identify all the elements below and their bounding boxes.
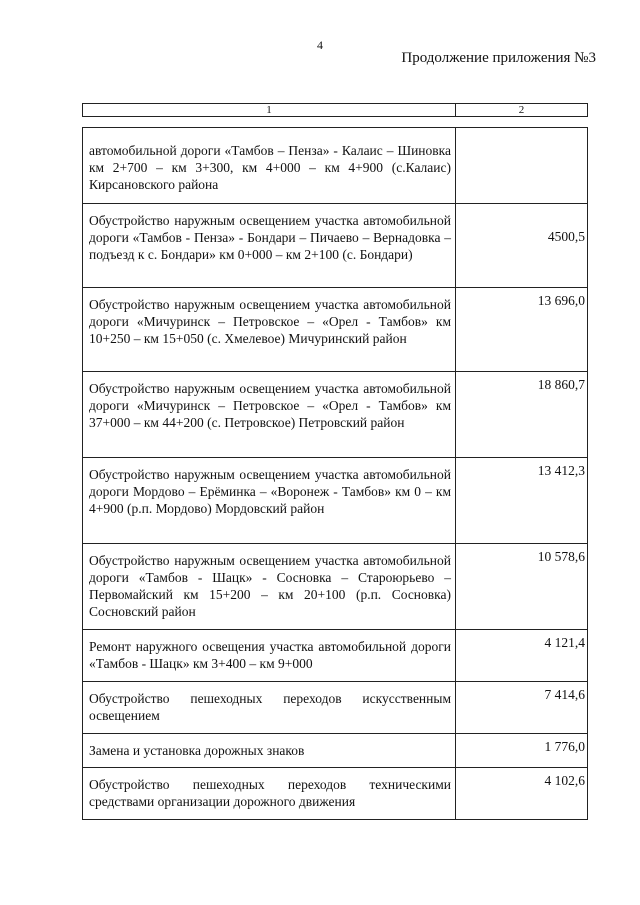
row-value: 18 860,7 — [456, 372, 588, 458]
table-row — [83, 458, 588, 544]
continuation-title: Продолжение приложения №3 — [401, 50, 596, 66]
row-value: 7 414,6 — [456, 682, 588, 734]
row-description: автомобильной дороги «Тамбов – Пенза» - Калаис – Шиновка км 2+700 – км 3+300, км 4+000 – км 4+900 (с.Калаис) Кирсановского района — [83, 128, 456, 204]
table-row — [83, 204, 588, 288]
row-value: 1 776,0 — [456, 734, 588, 768]
row-value — [456, 128, 588, 204]
row-description: Обустройство наружным освещением участка автомобильной дороги Мордово – Ерёминка – «Воронеж - Тамбов» км 0 – км 4+900 (р.п. Мордово) Мордовский район — [83, 458, 456, 544]
column-header-row — [83, 104, 588, 117]
row-description: Замена и установка дорожных знаков — [83, 734, 456, 768]
works-table — [82, 127, 588, 820]
table-row — [83, 372, 588, 458]
row-value: 4500,5 — [456, 204, 588, 288]
row-description: Обустройство пешеходных переходов техническими средствами организации дорожного движения — [83, 768, 456, 820]
table-row — [83, 682, 588, 734]
row-value: 10 578,6 — [456, 544, 588, 630]
row-value: 4 102,6 — [456, 768, 588, 820]
row-description: Обустройство наружным освещением участка автомобильной дороги «Тамбов - Пенза» - Бондари – Пичаево – Вернадовка – подъезд к с. Бондари» км 0+000 – км 2+100 (с. Бондари) — [83, 204, 456, 288]
row-value: 13 412,3 — [456, 458, 588, 544]
table-row — [83, 768, 588, 820]
table-row — [83, 544, 588, 630]
row-value: 13 696,0 — [456, 288, 588, 372]
row-value: 4 121,4 — [456, 630, 588, 682]
row-description: Обустройство пешеходных переходов искусственным освещением — [83, 682, 456, 734]
table-row — [83, 734, 588, 768]
row-description: Обустройство наружным освещением участка автомобильной дороги «Мичуринск – Петровское – «Орел - Тамбов» км 10+250 – км 15+050 (с. Хмелевое) Мичуринский район — [83, 288, 456, 372]
row-description: Ремонт наружного освещения участка автомобильной дороги «Тамбов - Шацк» км 3+400 – км 9+000 — [83, 630, 456, 682]
table-row — [83, 288, 588, 372]
page-number: 4 — [317, 38, 323, 52]
column-header-table — [82, 103, 588, 117]
table-row — [83, 630, 588, 682]
row-description: Обустройство наружным освещением участка автомобильной дороги «Мичуринск – Петровское – «Орел - Тамбов» км 37+000 – км 44+200 (с. Петровское) Петровский район — [83, 372, 456, 458]
column-header-1: 1 — [83, 104, 456, 117]
table-row — [83, 128, 588, 204]
column-header-2: 2 — [456, 104, 588, 117]
row-description: Обустройство наружным освещением участка автомобильной дороги «Тамбов - Шацк» - Сосновка – Староюрьево – Первомайский км 15+200 – км 20+100 (р.п. Сосновка) Сосновский район — [83, 544, 456, 630]
